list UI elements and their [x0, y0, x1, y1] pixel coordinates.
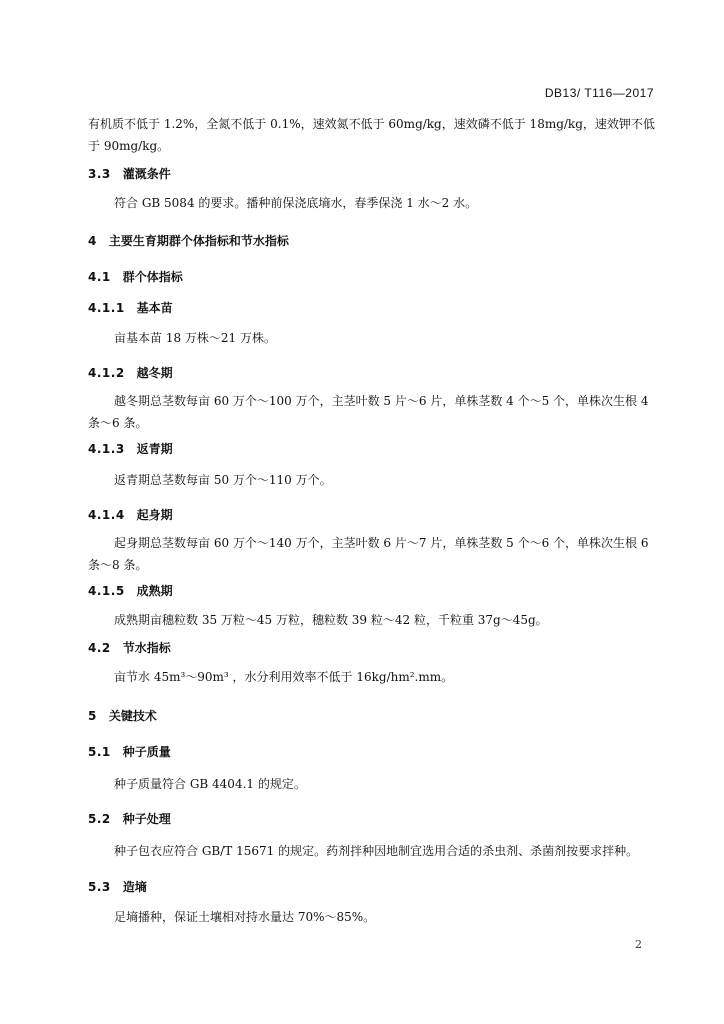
- section-title: 返青期: [136, 442, 173, 456]
- paragraph-irrigation: 符合 GB 5084 的要求。播种前保浇底墒水，春季保浇 1 水～2 水。: [114, 196, 478, 210]
- section-title: 成熟期: [136, 584, 173, 598]
- section-number: 4.2: [88, 641, 111, 655]
- section-title: 越冬期: [136, 366, 173, 380]
- section-title: 种子处理: [122, 812, 171, 826]
- section-number: 5.1: [88, 745, 111, 759]
- section-title: 造墒: [122, 880, 147, 894]
- heading-4-1-5: [88, 580, 658, 602]
- paragraph-seed-treatment: 种子包衣应符合 GB/T 15671 的规定。药剂拌种因地制宜选用合适的杀虫剂、杀菌剂按要求拌种。: [114, 844, 639, 858]
- heading-4-1-1: [88, 297, 658, 319]
- heading-3-3: [88, 163, 658, 185]
- heading-4-1: [88, 266, 658, 288]
- section-number: 4.1: [88, 270, 111, 284]
- standard-code: DB13/ T116—2017: [544, 86, 654, 100]
- heading-5-3: [88, 876, 658, 898]
- section-number: 4.1.1: [88, 301, 125, 315]
- heading-4-1-4: [88, 504, 658, 526]
- section-title: 种子质量: [122, 745, 171, 759]
- section-title: 起身期: [136, 508, 173, 522]
- heading-5: [88, 705, 658, 727]
- section-number: 5.2: [88, 812, 111, 826]
- page-number: 2: [635, 938, 642, 951]
- paragraph-soil-nutrients: 有机质不低于 1.2%，全氮不低于 0.1%，速效氮不低于 60mg/kg，速效磷不低于 18mg/kg，速效钾不低于 90mg/kg。: [88, 117, 655, 153]
- paragraph-maturity: 成熟期亩穗粒数 35 万粒～45 万粒，穗粒数 39 粒～42 粒，千粒重 37g～45g。: [114, 613, 548, 627]
- heading-4-1-3: [88, 438, 658, 460]
- heading-4-1-2: [88, 362, 658, 384]
- section-title: 主要生育期群个体指标和节水指标: [108, 234, 289, 248]
- section-number: 4.1.5: [88, 584, 125, 598]
- paragraph-basic-seedlings: 亩基本苗 18 万株～21 万株。: [114, 331, 276, 345]
- paragraph-erecting: 起身期总茎数每亩 60 万个～140 万个，主茎叶数 6 片～7 片，单株茎数 5 个～6 个，单株次生根 6 条～8 条。: [88, 536, 649, 572]
- paragraph-soil-moisture: 足墒播种，保证土壤相对持水量达 70%～85%。: [114, 910, 376, 924]
- section-title: 节水指标: [122, 641, 171, 655]
- heading-5-1: [88, 741, 658, 763]
- heading-5-2: [88, 808, 658, 830]
- section-number: 3.3: [88, 167, 111, 181]
- section-title: 灌溉条件: [122, 167, 171, 181]
- section-number: 5.3: [88, 880, 111, 894]
- section-title: 关键技术: [108, 709, 157, 723]
- paragraph-water-saving: 亩节水 45m³～90m³ ，水分利用效率不低于 16kg/hm².mm。: [114, 670, 454, 684]
- section-number: 5: [88, 709, 97, 723]
- section-number: 4.1.2: [88, 366, 125, 380]
- section-number: 4.1.4: [88, 508, 125, 522]
- section-number: 4.1.3: [88, 442, 125, 456]
- paragraph-regreening: 返青期总茎数每亩 50 万个～110 万个。: [114, 473, 332, 487]
- heading-4: [88, 230, 658, 252]
- paragraph-seed-quality: 种子质量符合 GB 4404.1 的规定。: [114, 777, 306, 791]
- section-title: 基本苗: [136, 301, 173, 315]
- heading-4-2: [88, 637, 658, 659]
- section-title: 群个体指标: [122, 270, 183, 284]
- paragraph-overwintering: 越冬期总茎数每亩 60 万个～100 万个，主茎叶数 5 片～6 片，单株茎数 4 个～5 个，单株次生根 4 条～6 条。: [88, 394, 649, 430]
- section-number: 4: [88, 234, 97, 248]
